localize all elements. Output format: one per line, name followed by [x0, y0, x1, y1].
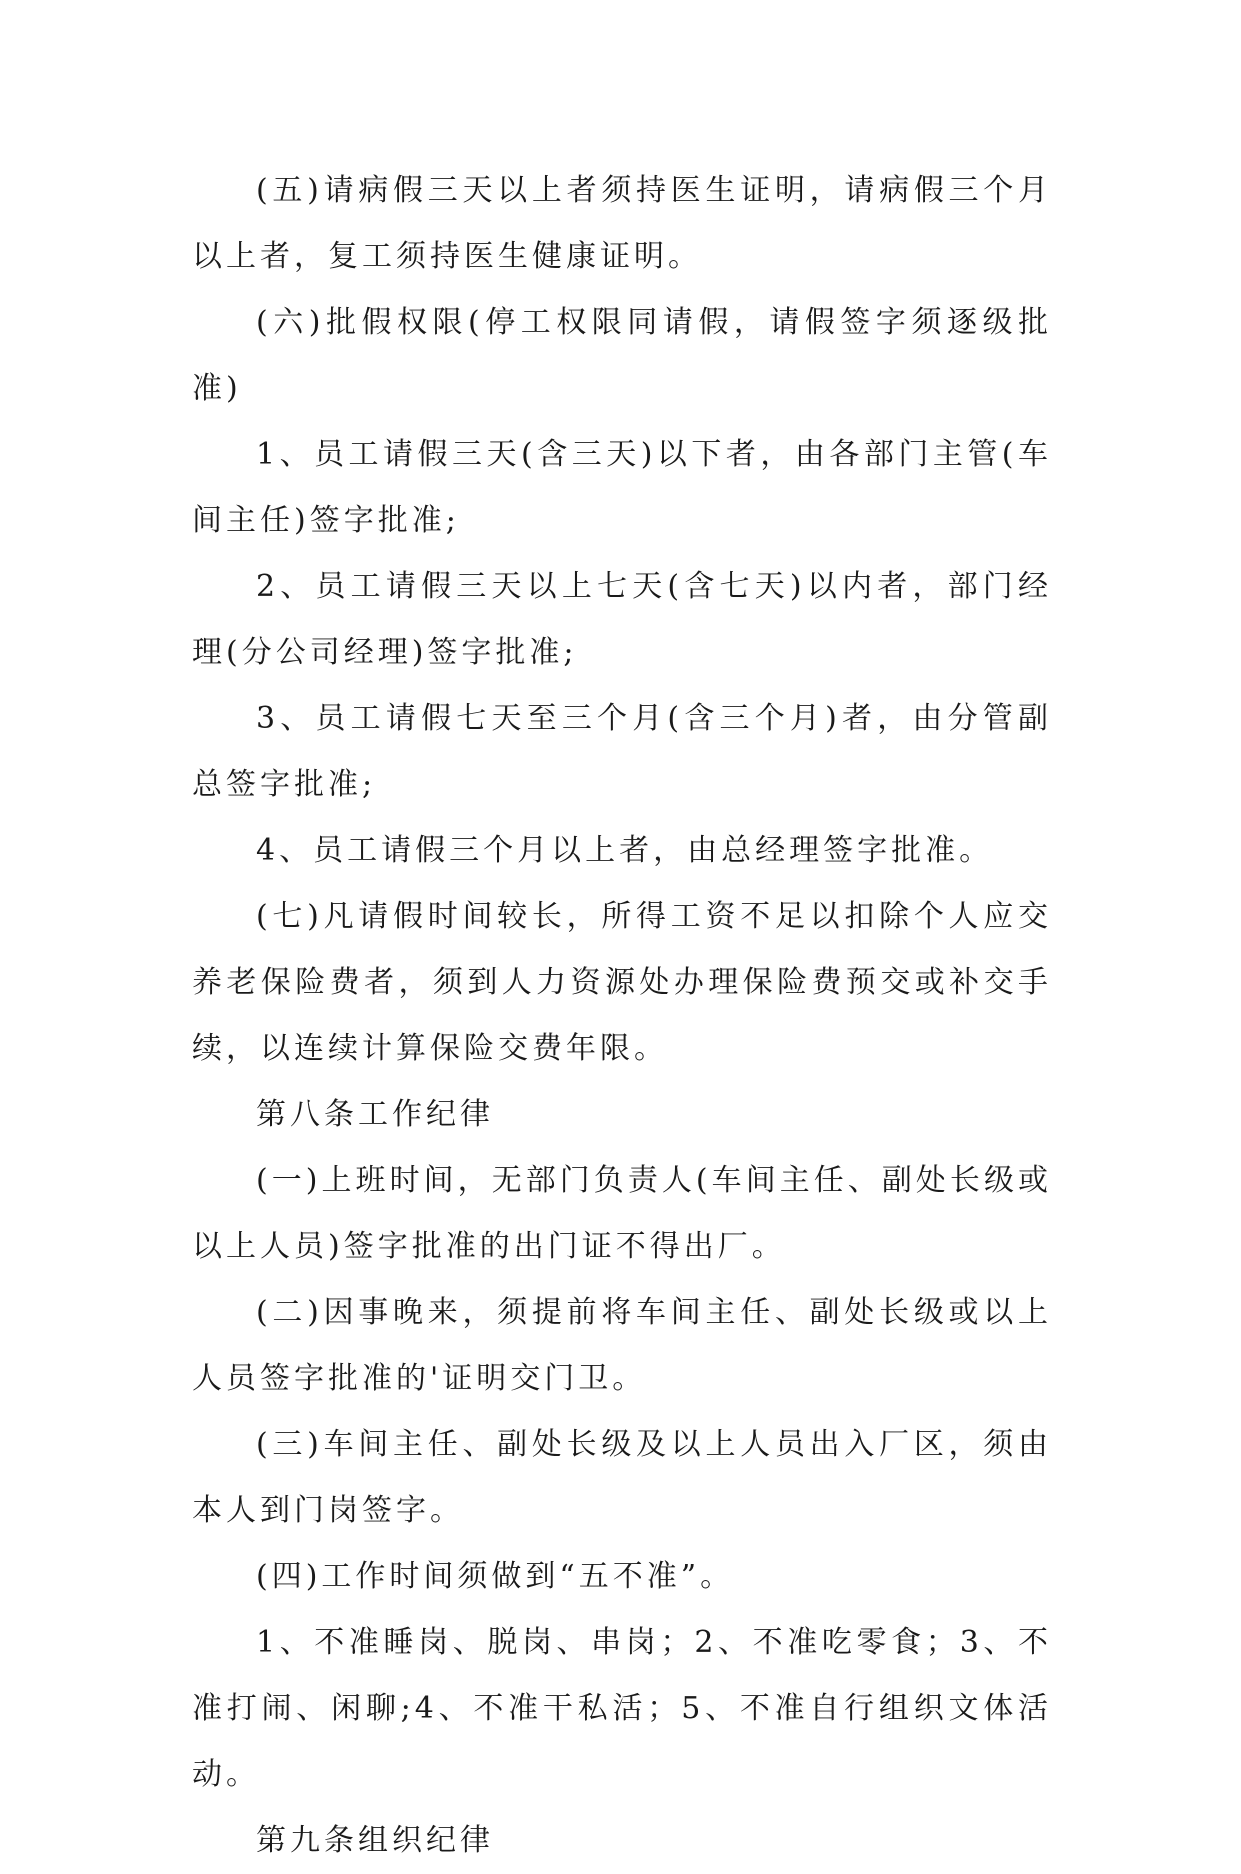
paragraph-late-arrival: (二)因事晚来，须提前将车间主任、副处长级或以上人员签字批准的'证明交门卫。 — [192, 1295, 1052, 1396]
paragraph-approval-3-months: 3、员工请假七天至三个月(含三个月)者，由分管副总签字批准; — [192, 701, 1052, 802]
paragraph-plant-entry: (三)车间主任、副处长级及以上人员出入厂区，须由本人到门岗签字。 — [192, 1427, 1052, 1528]
paragraph-exit-permit: (一)上班时间，无部门负责人(车间主任、副处长级或以上人员)签字批准的出门证不得出厂。 — [192, 1163, 1052, 1264]
paragraph-sick-leave-proof: (五)请病假三天以上者须持医生证明，请病假三个月以上者，复工须持医生健康证明。 — [192, 173, 1052, 274]
paragraph-five-prohibitions: (四)工作时间须做到“五不准”。 — [256, 1559, 735, 1594]
paragraph-long-leave-insurance: (七)凡请假时间较长，所得工资不足以扣除个人应交养老保险费者，须到人力资源处办理保险费预交或补交手续，以连续计算保险交费年限。 — [192, 899, 1052, 1066]
paragraph-approval-7-days: 2、员工请假三天以上七天(含七天)以内者，部门经理(分公司经理)签字批准; — [192, 569, 1052, 670]
paragraph-approval-authority: (六)批假权限(停工权限同请假，请假签字须逐级批准) — [192, 305, 1052, 406]
heading-article-8: 第八条工作纪律 — [256, 1097, 494, 1132]
document-body — [192, 158, 1052, 1874]
paragraph-approval-3-days: 1、员工请假三天(含三天)以下者，由各部门主管(车间主任)签字批准; — [192, 437, 1052, 538]
paragraph-approval-over-3-months: 4、员工请假三个月以上者，由总经理签字批准。 — [256, 833, 994, 868]
heading-article-9: 第九条组织纪律 — [256, 1823, 494, 1858]
paragraph-prohibitions-list: 1、不准睡岗、脱岗、串岗；2、不准吃零食；3、不准打闹、闲聊;4、不准干私活；5、不准自行组织文体活动。 — [192, 1625, 1052, 1792]
